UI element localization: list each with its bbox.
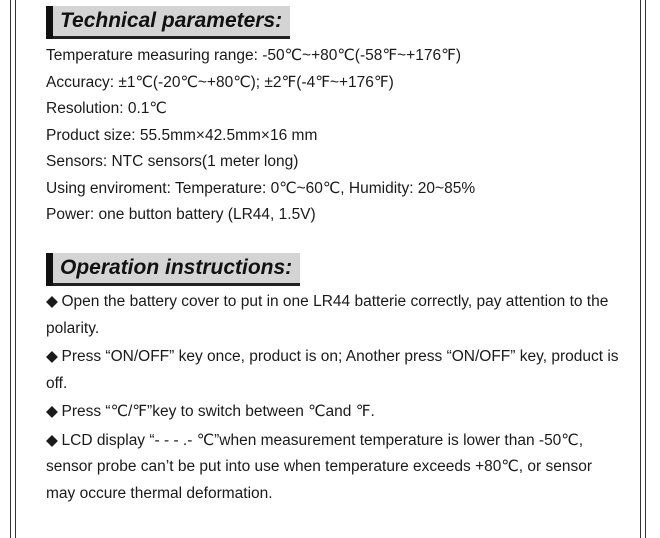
technical-parameters-heading: Technical parameters: bbox=[46, 6, 290, 39]
technical-parameters-list bbox=[46, 43, 620, 229]
param-accuracy: Accuracy: ±1℃(-20℃~+80℃); ±2℉(-4℉~+176℉) bbox=[46, 73, 394, 91]
param-sensors: Sensors: NTC sensors(1 meter long) bbox=[46, 153, 299, 170]
instruction-text: Press “℃/℉”key to switch between ℃and ℉. bbox=[61, 403, 375, 420]
diamond-bullet-icon: ◆ bbox=[46, 403, 58, 420]
instruction-text: Press “ON/OFF” key once, product is on; Another press “ON/OFF” key, product is off. bbox=[46, 348, 619, 392]
instruction-item bbox=[46, 289, 620, 342]
operation-instructions-section bbox=[46, 253, 620, 509]
instruction-item bbox=[46, 399, 620, 426]
operation-instructions-heading: Operation instructions: bbox=[46, 253, 300, 286]
param-environment: Using enviroment: Temperature: 0℃~60℃, Humidity: 20~85% bbox=[46, 179, 476, 197]
param-temperature-range: Temperature measuring range: -50℃~+80℃(-58℉~+176℉) bbox=[46, 47, 462, 64]
diamond-bullet-icon: ◆ bbox=[46, 431, 58, 449]
right-border bbox=[640, 0, 646, 538]
param-resolution: Resolution: 0.1℃ bbox=[46, 100, 167, 117]
diamond-bullet-icon: ◆ bbox=[46, 348, 58, 365]
instruction-item bbox=[46, 344, 620, 397]
param-product-size: Product size: 55.5mm×42.5mm×16 mm bbox=[46, 126, 318, 144]
instruction-item bbox=[46, 428, 620, 508]
operation-instructions-list bbox=[46, 289, 620, 507]
left-border bbox=[10, 0, 16, 538]
diamond-bullet-icon: ◆ bbox=[46, 293, 58, 310]
instruction-text: LCD display “- - - .- ℃”when measurement temperature is lower than -50℃, sensor probe can’t be put into use when temperature exceeds +80℃, or sensor may occure thermal deformation. bbox=[46, 431, 593, 502]
technical-parameters-section bbox=[46, 6, 620, 229]
instruction-text: Open the battery cover to put in one LR44 batterie correctly, pay attention to the polarity. bbox=[46, 293, 609, 337]
param-power: Power: one button battery (LR44, 1.5V) bbox=[46, 206, 316, 223]
